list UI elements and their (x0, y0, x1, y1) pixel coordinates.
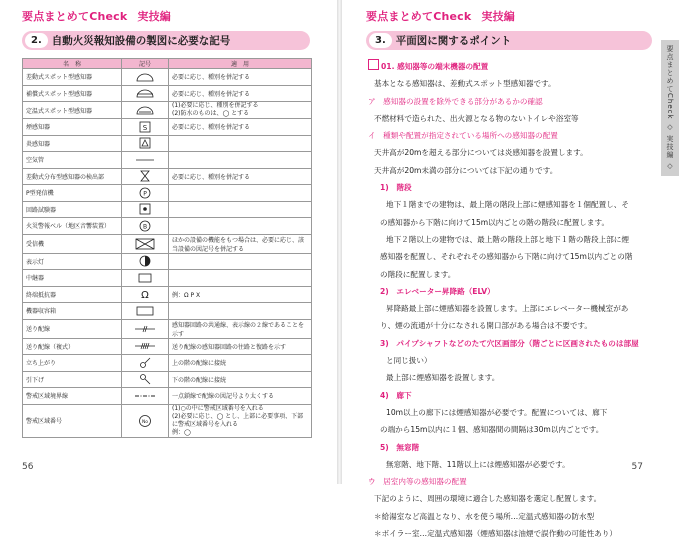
symbol-row (23, 85, 312, 102)
content-line: 天井高が20mを超える部分については炎感知器を設置します。 (374, 148, 588, 158)
No-symbol-icon (122, 404, 169, 437)
symbol-usage: 一点鎖線で配線の図記号より太くする (169, 388, 312, 405)
dome-line-symbol-icon (122, 102, 169, 119)
symbol-usage: 下の階の配線に接続 (169, 371, 312, 388)
rect-symbol-icon (122, 270, 169, 287)
content-line: 感知器を配置し、それぞれその感知器から下階に向けて15m以内ごとの階 (380, 252, 633, 262)
symbol-name: 警戒区域境界線 (23, 388, 122, 405)
right-page (342, 0, 679, 539)
svg-text:S: S (142, 123, 148, 132)
symbol-usage: 必要に応じ、種別を併記する (169, 69, 312, 86)
symbol-name: 機器収容箱 (23, 303, 122, 320)
dot-symbol-icon (122, 201, 169, 218)
left-header-sub: 実技編 (137, 10, 172, 23)
right-section-title: 平面図に関するポイント (395, 35, 512, 47)
symbol-row (23, 218, 312, 235)
symbol-name: P型発信機 (23, 185, 122, 202)
B-symbol-icon (122, 218, 169, 235)
content-line: ＊ボイラー室…定温式感知器（煙感知器は油煙で誤作動の可能性あり） (374, 529, 617, 539)
left-header (22, 8, 171, 24)
svg-text:B: B (142, 223, 148, 231)
down-symbol-icon (122, 371, 169, 388)
item-heading: 01. 感知器等の端末機器の配置 (381, 62, 489, 71)
box-x-symbol-icon (122, 234, 169, 253)
left-section-title: 自動火災報知設備の製図に必要な記号 (51, 35, 231, 47)
omega-symbol-icon (122, 286, 169, 303)
content-line: 4) 廊下 (380, 390, 412, 400)
symbol-usage: 感知器回路の共通線、表示線の２線であることを示す (169, 319, 312, 338)
content-line: 地下２階以上の建物では、最上階の階段上部と地下１階の階段上部に煙 (386, 234, 629, 244)
left-header-title: 要点まとめてCheck (22, 10, 128, 23)
dash-symbol-icon (122, 388, 169, 405)
symbol-name: 送り配線 (23, 319, 122, 338)
symbol-name: 火災警報ベル（地区音響装置） (23, 218, 122, 235)
symbol-name: 回路試験器 (23, 201, 122, 218)
symbol-usage: ほかの設備の機能をもつ場合は、必要に応じ、該当設備の図記号を併記する (169, 234, 312, 253)
symbol-name: 立ち上がり (23, 355, 122, 372)
symbol-name: 差動式分布型感知器の検出部 (23, 168, 122, 185)
line-symbol-icon (122, 152, 169, 169)
content-line: 不燃材料で造られた、出火源となる物のないトイレや浴室等 (374, 113, 579, 123)
X-symbol-icon (122, 168, 169, 185)
symbol-name: 補償式スポット型感知器 (23, 85, 122, 102)
symbol-row (23, 152, 312, 169)
symbol-row (23, 119, 312, 136)
half-symbol-icon (122, 253, 169, 270)
symbol-row (23, 270, 312, 287)
symbol-usage (169, 185, 312, 202)
up-symbol-icon (122, 355, 169, 372)
slash4-symbol-icon (122, 338, 169, 355)
symbol-name: 炎感知器 (23, 135, 122, 152)
symbol-name: 警戒区域番号 (23, 404, 122, 437)
symbol-row (23, 286, 312, 303)
right-section-number: 3. (369, 33, 392, 48)
right-header (366, 8, 515, 24)
content-line: 天井高が20m未満の部分については下記の通りです。 (374, 165, 558, 175)
col-name-header: 名 称 (23, 59, 122, 69)
symbol-usage (169, 201, 312, 218)
content-line: 昇降路最上部に煙感知器を設置します。上部にエレベーター機械室があ (386, 304, 629, 314)
content-line: 最上部に煙感知器を設置します。 (386, 373, 500, 383)
right-header-sub: 実技編 (481, 10, 516, 23)
symbol-row (23, 69, 312, 86)
left-page (0, 0, 337, 484)
right-header-title: 要点まとめてCheck (366, 10, 472, 23)
symbol-row (23, 404, 312, 437)
right-page-number: 57 (631, 462, 643, 472)
symbol-row (23, 253, 312, 270)
checkbox-icon (368, 59, 379, 70)
svg-text:Ω: Ω (141, 290, 149, 301)
P-symbol-icon (122, 185, 169, 202)
symbol-usage: 必要に応じ、種別を併記する (169, 168, 312, 185)
symbol-table (22, 58, 312, 438)
content-line: 下記のように、周囲の環境に適合した感知器を選定し配置します。 (374, 494, 602, 504)
right-content (368, 58, 668, 542)
flame-symbol-icon (122, 135, 169, 152)
symbol-name: 差動式スポット型感知器 (23, 69, 122, 86)
content-line: 10m以上の廊下には煙感知器が必要です。配置については、廊下 (386, 407, 608, 417)
left-section-number: 2. (25, 33, 48, 48)
symbol-usage: (1)必要に応じ、種別を併記する (2)防水のものは、◯ とする (169, 102, 312, 119)
symbol-row (23, 303, 312, 320)
symbol-row (23, 168, 312, 185)
symbol-usage: 送り配線の感知器回路の往路と復路を示す (169, 338, 312, 355)
symbol-usage (169, 135, 312, 152)
col-symbol-header: 記号 (122, 59, 169, 69)
content-line: イ 種類や配置が指定されている場所への感知器の配置 (368, 131, 558, 141)
symbol-row (23, 234, 312, 253)
symbol-row (23, 355, 312, 372)
symbol-table-header (23, 59, 312, 69)
content-line: の階段に配置します。 (380, 269, 456, 279)
symbol-row (23, 371, 312, 388)
svg-text:P: P (143, 190, 147, 198)
rect2-symbol-icon (122, 303, 169, 320)
symbol-name: 表示灯 (23, 253, 122, 270)
content-line (368, 58, 668, 75)
S-symbol-icon (122, 119, 169, 136)
svg-text:No: No (141, 419, 149, 425)
symbol-name: 定温式スポット型感知器 (23, 102, 122, 119)
symbol-name: 送り配線（複式） (23, 338, 122, 355)
content-line: ウ 居室内等の感知器の配置 (368, 477, 467, 487)
symbol-name: 引下げ (23, 371, 122, 388)
symbol-row (23, 201, 312, 218)
content-line: 3) パイプシャフトなどのたて穴区画部分（階ごとに区画されたものは部屋 (380, 338, 639, 348)
symbol-usage (169, 218, 312, 235)
content-line: の感知器から下階に向けて15m以内ごとの階の階段に配置します。 (380, 217, 610, 227)
content-line: 2) エレベーター昇降路（ELV） (380, 286, 495, 296)
content-line: と同じ扱い） (386, 356, 432, 366)
symbol-usage: 上の階の配線に接続 (169, 355, 312, 372)
symbol-usage: 必要に応じ、種別を併記する (169, 85, 312, 102)
left-section-bar (22, 31, 310, 50)
symbol-usage (169, 152, 312, 169)
side-index-tab: 要点まとめてCheck ◇ 実技編 ◇ (661, 40, 679, 176)
symbol-row (23, 102, 312, 119)
content-line: り、煙の流通が十分になされる開口部がある場合は不要です。 (380, 321, 593, 331)
content-line: 5) 無窓階 (380, 442, 420, 452)
content-line: 無窓階、地下階、11階以上には煙感知器が必要です。 (386, 459, 570, 469)
content-line: 地下１階までの建物は、最上階の階段上部に煙感知器を１個配置し、そ (386, 200, 629, 210)
symbol-name: 空気管 (23, 152, 122, 169)
content-line: の端から15m以内に１個、感知器間の間隔は30m以内ごとです。 (380, 425, 604, 435)
symbol-name: 終端抵抗器 (23, 286, 122, 303)
symbol-name: 受信機 (23, 234, 122, 253)
symbol-name: 中継器 (23, 270, 122, 287)
slash2-symbol-icon (122, 319, 169, 338)
symbol-usage: (1)○の中に警戒区域番号を入れる (2)必要に応じ、◯ とし、上部に必要事項、下部に警戒区域番号を入れる 例：◯ (169, 404, 312, 437)
content-line: ア 感知器の設置を除外できる部分があるかの確認 (368, 96, 543, 106)
col-use-header: 適 用 (169, 59, 312, 69)
symbol-row (23, 319, 312, 338)
symbol-usage (169, 253, 312, 270)
content-line: 1) 階段 (380, 183, 412, 193)
content-line: 基本となる感知器は、差動式スポット型感知器です。 (374, 79, 556, 89)
symbol-row (23, 388, 312, 405)
symbol-usage: 例：Ω P X (169, 286, 312, 303)
symbol-row (23, 135, 312, 152)
symbol-name: 煙感知器 (23, 119, 122, 136)
symbol-usage: 必要に応じ、種別を併記する (169, 119, 312, 136)
dome-symbol-icon (122, 69, 169, 86)
symbol-usage (169, 303, 312, 320)
symbol-row (23, 338, 312, 355)
content-line: ＊給湯室など高温となり、水を使う場所…定温式感知器の防水型 (374, 511, 595, 521)
dome-bar-symbol-icon (122, 85, 169, 102)
left-page-number: 56 (22, 462, 34, 472)
right-section-bar (366, 31, 652, 50)
symbol-row (23, 185, 312, 202)
symbol-usage (169, 270, 312, 287)
